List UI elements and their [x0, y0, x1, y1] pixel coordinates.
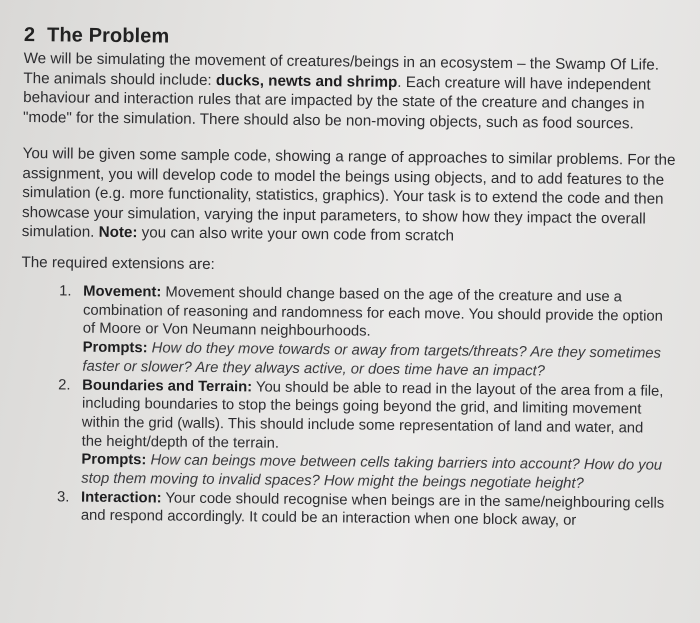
- item-title: Boundaries and Terrain:: [82, 377, 253, 395]
- item-number: 1.: [59, 283, 72, 300]
- prompt-text: How can beings move between cells taking barriers into account? How do you stop them moving to invalid spaces? How might the beings negotiate height?: [81, 452, 663, 492]
- list-item: [57, 376, 680, 495]
- section-title: The Problem: [47, 24, 170, 48]
- sample-code-text: You will be given some sample code, showing a range of approaches to similar problems. For the assignment, you will develop code to model the beings using objects, and to add features to the simulation (e.g. more functionality, statistics, graphics). Your task is to extend the code and then showcase your simulation, varying the input parameters, to show how they impact the overall simulation.: [21, 144, 676, 241]
- item-body: [81, 376, 680, 494]
- item-prompt: [81, 451, 665, 495]
- item-text: Your code should recognise when beings are in the same/neighbouring cells and respond accordingly. It could be an interaction when one block away, or: [80, 490, 665, 530]
- note-text: you can also write your own code from scratch: [137, 224, 455, 245]
- item-title: Movement:: [83, 283, 162, 301]
- item-description: [81, 488, 665, 532]
- item-description: [83, 283, 668, 345]
- item-number: 3.: [56, 489, 70, 506]
- extensions-list: [19, 282, 682, 532]
- item-title: Interaction:: [80, 489, 162, 507]
- item-body: [82, 283, 681, 383]
- extensions-intro: The required extensions are:: [21, 253, 215, 273]
- document-page: [19, 24, 684, 532]
- sample-code-paragraph: [22, 144, 683, 248]
- item-number: 2.: [58, 376, 71, 394]
- prompt-text: How do they move towards or away from targets/threats? Are they sometimes faster or slower? Are they always active, or does time have an impact?: [82, 340, 662, 380]
- section-number: 2: [23, 24, 36, 47]
- list-item: [58, 282, 681, 382]
- item-text: Movement should change based on the age of the creature and use a combination of reasoning and randomness for each move. You should provide the option of Moore or Von Neumann neighbourhoods.: [82, 284, 663, 341]
- item-description: [82, 376, 667, 457]
- note-label: Note:: [98, 223, 138, 242]
- animals-list: ducks, newts and shrimp: [215, 71, 398, 91]
- item-body: [81, 488, 679, 532]
- prompt-label: Prompts:: [81, 451, 147, 469]
- problem-text-start: We will be simulating the movement of creatures/beings in an ecosystem – the Swamp Of Life. The animals should include:: [23, 49, 660, 89]
- prompt-label: Prompts:: [82, 339, 148, 357]
- item-text: You should be able to read in the layout of the area from a file, including boundaries to stop the beings going beyond the grid, and limiting movement within the grid (walls). This should include some representation of land and water, and the height/depth of the terrain.: [81, 378, 664, 452]
- item-prompt: [82, 339, 666, 383]
- problem-paragraph: [23, 49, 684, 134]
- problem-text-end: . Each creature will have independent behaviour and interaction rules that are impacted by the state of the creature and changes in "mode" for the simulation. There should also be non-moving objects, such as food sources.: [22, 73, 651, 132]
- list-item: [57, 488, 679, 532]
